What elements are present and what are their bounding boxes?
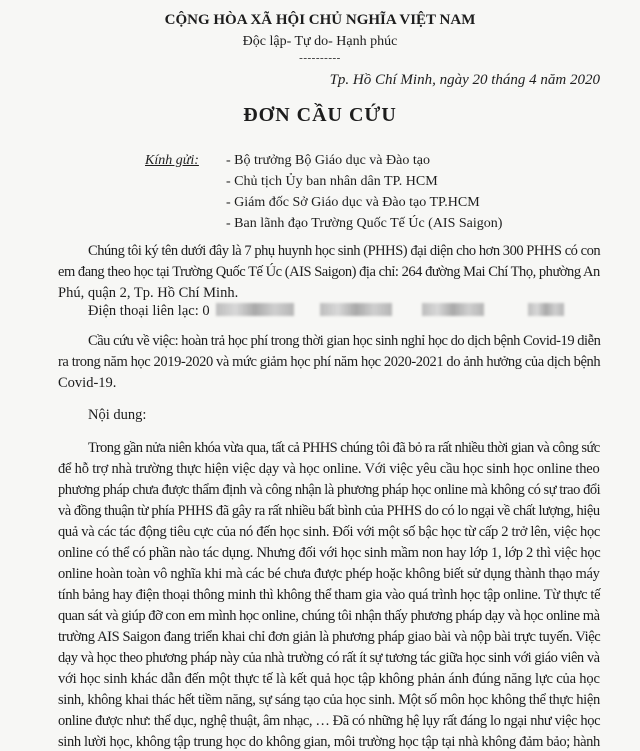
- national-header: CỘNG HÒA XÃ HỘI CHỦ NGHĨA VIỆT NAM: [164, 12, 476, 28]
- intro-line: em đang theo học tại Trường Quốc Tế Úc (AIS Saigon) địa chỉ: 264 đường Mai Chí Thọ, phường An: [58, 264, 600, 280]
- redacted-phone-block: [422, 303, 484, 316]
- body-line: sinh, không khai thác hết tiềm năng, sự sáng tạo của học sinh. Một số môn học không thể thực hiện: [58, 692, 600, 708]
- body-line: dạy và học theo phương pháp này của nhà trường có rất ít sự tương tác giữa học sinh với giáo viên và: [58, 650, 600, 666]
- body-line: sinh lười học, không tập trung học do không gian, môi trường học tập tại nhà không đảm bảo; hành: [58, 734, 600, 750]
- body-line: với học sinh khác dẫn đến một thực tế là kết quả học tập không phản ánh đúng năng lực của học: [58, 671, 600, 687]
- body-line: online được như: thể dục, nghệ thuật, âm nhạc, … Đã có những hệ lụy rất đáng lo ngại như việc học: [58, 713, 601, 729]
- content-label: Nội dung:: [88, 407, 147, 423]
- intro-line: Phú, quận 2, Tp. Hồ Chí Minh.: [58, 285, 239, 301]
- kinh-gui-label: Kính gửi:: [145, 153, 199, 168]
- redacted-phone-block: [528, 303, 564, 316]
- national-motto: Độc lập- Tự do- Hạnh phúc: [242, 34, 398, 49]
- body-line: tính bảng hay điện thoại thông minh thì không thể tham gia vào quá trình học tập online. Từ thực tế: [58, 587, 601, 603]
- document-title: ĐƠN CẦU CỨU: [243, 104, 397, 126]
- intro-line: Chúng tôi ký tên dưới đây là 7 phụ huynh học sinh (PHHS) đại diện cho hơn 300 PHHS có con: [88, 243, 601, 259]
- body-line: trường AIS Saigon đang triển khai chỉ đơn giản là phương pháp giao bài và nộp bài trực tuyến. Việc: [58, 629, 601, 645]
- header-separator: ----------: [299, 52, 341, 64]
- body-line: online có thể có phần nào tác dụng. Nhưng đối với học sinh mầm non hay lớp 1, lớp 2 thì việc học: [58, 545, 601, 561]
- body-line: quả và các tác động tiêu cực của nó đến học sinh. Đối với một số bậc học từ cấp 2 trở lên, việc học: [58, 524, 601, 540]
- document-date: Tp. Hồ Chí Minh, ngày 20 tháng 4 năm 2020: [329, 72, 600, 88]
- body-line: quan sát và giúp đỡ con em mình học online, chúng tôi nhận thấy phương pháp dạy và học online mà: [58, 608, 600, 624]
- redacted-phone-block: [216, 303, 294, 316]
- body-line: để hỗ trợ nhà trường thực hiện việc dạy và học online. Với việc yêu cầu học sinh học online theo: [58, 461, 600, 477]
- body-line: phương pháp chưa được thẩm định và công nhận là phương pháp học online mà không có sự trao đổi: [58, 482, 601, 498]
- recipient-item: - Chủ tịch Ủy ban nhân dân TP. HCM: [226, 174, 438, 189]
- subject-line: Cầu cứu về việc: hoàn trả học phí trong thời gian học sinh nghỉ học do dịch bệnh Covid-19 diễn: [88, 333, 601, 349]
- phone-label: Điện thoại liên lạc: 0: [88, 303, 210, 319]
- recipient-item: - Bộ trưởng Bộ Giáo dục và Đào tạo: [226, 153, 430, 168]
- redacted-phone-block: [320, 303, 392, 316]
- recipient-item: - Ban lãnh đạo Trường Quốc Tế Úc (AIS Saigon): [226, 216, 503, 231]
- subject-line: ra trong năm học 2019-2020 và mức giảm học phí năm học 2020-2021 do ảnh hưởng của dịch bệnh: [58, 354, 601, 370]
- phone-line: [88, 303, 564, 320]
- recipient-item: - Giám đốc Sở Giáo dục và Đào tạo TP.HCM: [226, 195, 480, 210]
- body-line: và đồng thuận từ phía PHHS đã gây ra rất nhiều bất bình của PHHS do có lo ngại về chất lượng, hiệu: [58, 503, 600, 519]
- body-line: online hoàn toàn vô nghĩa khi mà các bé chưa được phép hoặc không biết sử dụng thành thạo máy: [58, 566, 600, 582]
- body-line: Trong gần nửa niên khóa vừa qua, tất cả PHHS chúng tôi đã bỏ ra rất nhiều thời gian và công sức: [88, 440, 600, 456]
- subject-line: Covid-19.: [58, 375, 117, 391]
